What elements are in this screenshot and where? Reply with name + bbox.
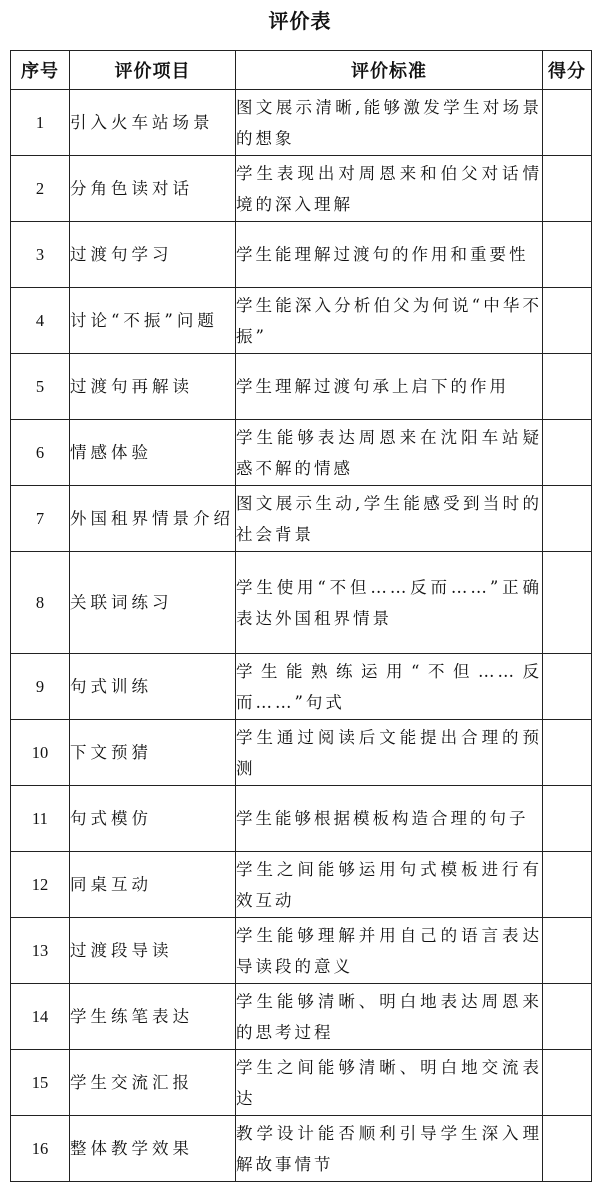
row-item: 外国租界情景介绍 — [70, 486, 236, 552]
row-standard: 学生能理解过渡句的作用和重要性 — [236, 222, 543, 288]
table-row — [11, 654, 592, 720]
row-item: 句式训练 — [70, 654, 236, 720]
row-score — [543, 918, 592, 984]
row-score — [543, 984, 592, 1050]
row-score — [543, 1050, 592, 1116]
row-score — [543, 222, 592, 288]
row-no: 9 — [11, 654, 70, 720]
row-no: 15 — [11, 1050, 70, 1116]
row-no: 8 — [11, 552, 70, 654]
row-standard: 学生使用“不但……反而……”正确表达外国租界情景 — [236, 552, 543, 654]
row-no: 3 — [11, 222, 70, 288]
row-score — [543, 420, 592, 486]
row-score — [543, 852, 592, 918]
header-standard: 评价标准 — [236, 51, 543, 90]
row-item: 过渡句再解读 — [70, 354, 236, 420]
table-row — [11, 852, 592, 918]
row-score — [543, 156, 592, 222]
table-row — [11, 984, 592, 1050]
row-standard: 学生之间能够清晰、明白地交流表达 — [236, 1050, 543, 1116]
row-item: 关联词练习 — [70, 552, 236, 654]
row-no: 5 — [11, 354, 70, 420]
row-item: 引入火车站场景 — [70, 90, 236, 156]
table-header-row — [11, 51, 592, 90]
row-score — [543, 1116, 592, 1182]
row-item: 下文预猜 — [70, 720, 236, 786]
table-row — [11, 1050, 592, 1116]
row-standard: 教学设计能否顺利引导学生深入理解故事情节 — [236, 1116, 543, 1182]
row-item: 讨论“不振”问题 — [70, 288, 236, 354]
row-item: 同桌互动 — [70, 852, 236, 918]
row-no: 4 — [11, 288, 70, 354]
header-no: 序号 — [11, 51, 70, 90]
row-item: 分角色读对话 — [70, 156, 236, 222]
row-item: 整体教学效果 — [70, 1116, 236, 1182]
row-standard: 学生能熟练运用“不但……反而……”句式 — [236, 654, 543, 720]
table-row — [11, 420, 592, 486]
row-score — [543, 654, 592, 720]
table-row — [11, 552, 592, 654]
row-score — [543, 90, 592, 156]
table-row — [11, 486, 592, 552]
page-title: 评价表 — [268, 9, 332, 33]
row-standard: 学生之间能够运用句式模板进行有效互动 — [236, 852, 543, 918]
row-no: 2 — [11, 156, 70, 222]
row-score — [543, 354, 592, 420]
row-standard: 学生通过阅读后文能提出合理的预测 — [236, 720, 543, 786]
row-standard: 学生表现出对周恩来和伯父对话情境的深入理解 — [236, 156, 543, 222]
row-item: 学生练笔表达 — [70, 984, 236, 1050]
row-no: 13 — [11, 918, 70, 984]
row-no: 7 — [11, 486, 70, 552]
table-row — [11, 156, 592, 222]
row-item: 句式模仿 — [70, 786, 236, 852]
header-score: 得分 — [543, 51, 592, 90]
row-standard: 学生能够根据模板构造合理的句子 — [236, 786, 543, 852]
row-standard: 学生能够理解并用自己的语言表达导读段的意义 — [236, 918, 543, 984]
row-no: 16 — [11, 1116, 70, 1182]
row-score — [543, 786, 592, 852]
row-item: 过渡句学习 — [70, 222, 236, 288]
row-no: 10 — [11, 720, 70, 786]
row-item: 情感体验 — [70, 420, 236, 486]
table-row — [11, 354, 592, 420]
row-no: 12 — [11, 852, 70, 918]
row-standard: 学生能够清晰、明白地表达周恩来的思考过程 — [236, 984, 543, 1050]
table-row — [11, 918, 592, 984]
row-no: 11 — [11, 786, 70, 852]
row-standard: 图文展示生动,学生能感受到当时的社会背景 — [236, 486, 543, 552]
row-no: 14 — [11, 984, 70, 1050]
row-score — [543, 288, 592, 354]
row-standard: 学生能够表达周恩来在沈阳车站疑惑不解的情感 — [236, 420, 543, 486]
row-item: 过渡段导读 — [70, 918, 236, 984]
table-row — [11, 786, 592, 852]
table-row — [11, 288, 592, 354]
row-standard: 学生理解过渡句承上启下的作用 — [236, 354, 543, 420]
table-row — [11, 222, 592, 288]
evaluation-table — [10, 50, 592, 1182]
table-row — [11, 720, 592, 786]
table-row — [11, 90, 592, 156]
header-item: 评价项目 — [70, 51, 236, 90]
row-score — [543, 552, 592, 654]
row-standard: 学生能深入分析伯父为何说“中华不振” — [236, 288, 543, 354]
row-no: 6 — [11, 420, 70, 486]
row-item: 学生交流汇报 — [70, 1050, 236, 1116]
row-no: 1 — [11, 90, 70, 156]
table-row — [11, 1116, 592, 1182]
row-score — [543, 720, 592, 786]
row-standard: 图文展示清晰,能够激发学生对场景的想象 — [236, 90, 543, 156]
row-score — [543, 486, 592, 552]
